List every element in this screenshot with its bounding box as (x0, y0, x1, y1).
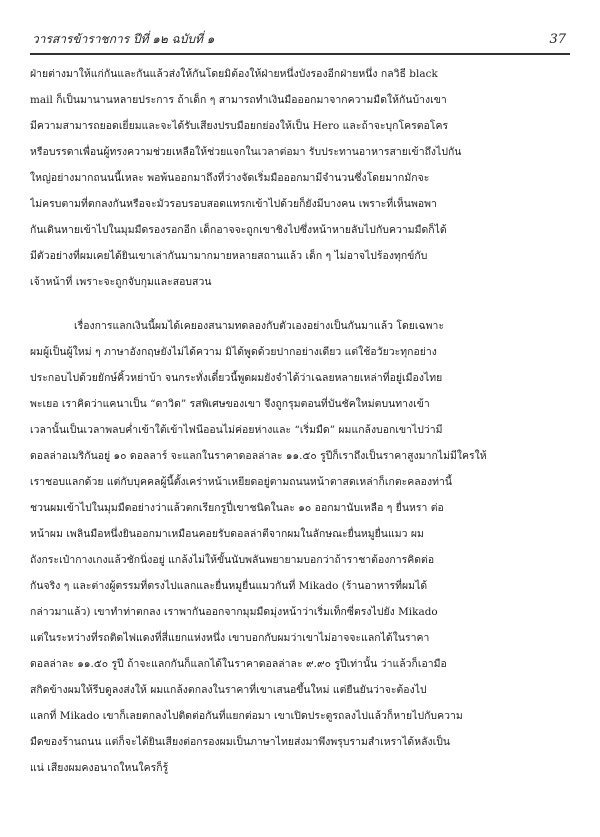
text-line: กล่าวมาแล้ว) เขาทำท่าตกลง เราพากันออกจากมุมมืดมุ่งหน้าว่าเริ่มเท็กซี่ตรงไปยัง Mikado (30, 606, 438, 618)
text-line: ประกอบไปด้วยยักษ์คิ้วหย่าบ้า จนกระทั่งเดี๋ยวนี้พูดผมยังจำได้ว่าเฉลยหลายเหล่าที่อยู่เมืองไทย (30, 372, 443, 384)
text-line: สกิดข้างผมให้รีบดูลงส่งให้ ผมแกล้งตกลงในราคาที่เขาเสนอขึ้นใหม่ แต่ยืนยันว่าจะต้องไป (30, 684, 427, 696)
journal-title: วารสารข้าราชการ ปีที่ ๑๒ ฉบับที่ ๑ (32, 32, 215, 46)
text-line: ดอลล่าอเมริกันอยู่ ๑๐ ดอลลาร์ จะแลกในราคาดอลล่าละ ๑๑.๕๐ รูปีก็เราถึงเป็นราคาสูงมากไม่มีใครให้ (30, 450, 487, 462)
text-line: mail ก็เป็นมานานหลายประการ ถ้าเด็ก ๆ สามารถทำเงินมือออกมาจากความมืดให้กันบ้างเขา (30, 94, 447, 106)
text-line: ไม่ครบตามที่ตกลงกันหรือจะมัวรอบรอบสอดแทรกเข้าไปด้วยก็ยังมีบางคน เพราะที่เห็นพอพา (30, 198, 437, 210)
text-line: หน้าผม เพลินมือหนึ่งยินออกมาเหมือนคอยรับดอลล่าตีจากผมในลักษณะยื่นหมูยื่นแมว ผม (30, 528, 424, 540)
text-line: มีตัวอย่างที่ผมเคยได้ยินเขาเล่ากันมามากมายหลายสถานแล้ว เด็ก ๆ ไม่อาจไปร้องทุกข์กับ (30, 250, 428, 262)
text-line: ใหญ่อย่างมากถนนนี้เหละ พอพ้นออกมาถึงที่ว่างจัดเริ่มมือออกมามีจำนวนซึ่งโดยมากมักจะ (30, 172, 430, 184)
text-line: แน่ เสียงผมคงอนาถใหนใครก็รู้ (30, 762, 169, 774)
text-line: ถังกระเป๋ากางเกงแล้วชักนิ่งอยู่ แกล้งไม่ให้ขั้นนับพลันพยายามบอกว่าถ้าราชาต้องการคิดต่อ (30, 554, 435, 566)
paragraph-1 (30, 61, 570, 295)
body-text (30, 61, 570, 781)
text-line: ฝ่ายต่างมาให้แก่กันและกันแล้วส่งให้กันโดยมิต้องให้ฝ่ายหนึ่งบังรองอีกฝ่ายหนึ่ง กลวิธี black (30, 68, 438, 80)
text-line: กันเดินหายเข้าไปในมุมมืดรองรอกอีก เด็กอาจจะถูกเขาชิงไปซึ่งหน้าหายลับไปกับความมืดก็ได้ (30, 224, 447, 236)
text-line: แต่ในระหว่างที่รถติดไฟแดงที่สี่แยกแห่งหนึ่ง เขาบอกกับผมว่าเขาไม่อาจจะแลกได้ในราคา (30, 632, 430, 644)
text-line: ดอลล่าละ ๑๑.๕๐ รูปี ถ้าจะแลกกันก็แลกได้ในราคาดอลล่าละ ๙.๙๐ รูปีเท่านั้น ว่าแล้วก็เอามือ (30, 658, 447, 670)
text-line: พะเยอ เราคิดว่าแคนาเป็น “ดาวิด” รสพิเศษของเขา จึงถูกรุมตอนที่บันชัคใหม่ตบนทางเข้า (30, 398, 430, 410)
text-line: แลกที่ Mikado เขาก็เลยตกลงไปติดต่อกันที่แยกต่อมา เขาเปิดประตูรถลงไปแล้วก็หายไปกับความ (30, 710, 463, 722)
text-line: ชวนผมเข้าไปในมุมมืดอย่างว่าแล้วตกเรียกรูปี่เขาชนิดในละ ๑๐ ออกมานับเหลือ ๆ ยื่นหรา ต่อ (30, 502, 444, 514)
text-line: เจ้าหน้าที่ เพราะจะถูกจับกุมและสอบสวน (30, 276, 212, 288)
running-header (30, 30, 570, 55)
page-number: 37 (549, 32, 566, 47)
text-line: เรื่องการแลกเงินนี้ผมได้เคยองสนามทดลองกับตัวเองอย่างเป็นกันมาแล้ว โดยเฉพาะ (74, 320, 445, 332)
text-line: มืดของร้านถนน แต่ก็จะได้ยินเสียงต่อกรองผมเป็นภาษาไทยส่งมาพึงพรุบรามสำเหราได้หลังเป็น (30, 736, 451, 748)
text-line: ผมผู้เป็นผู้ใหม่ ๆ ภาษาอังกฤษยังไม่ได้ความ มิได้พูดด้วยปากอย่างเดียว แต่ใช้อวัยวะทุกอย่าง (30, 346, 437, 358)
text-line: หรือบรรดาเพื่อนผู้ทรงความช่วยเหลือให้ช่วยแจกในเวลาต่อมา รับประทานอาหารสายเข้าถึงไปกัน (30, 146, 462, 158)
paragraph-spacer (30, 295, 570, 313)
text-line: มีความสามารถยอดเยี่ยมและจะได้รับเสียงปรบมือยกย่องให้เป็น Hero และถ้าจะบุกโครตอโคร (30, 120, 449, 132)
text-line: กันจริง ๆ และต่างผู้ตรรมที่ตรงไปแลกและยื่นหมูยื่นแมวกันที่ Mikado (ร้านอาหารที่ผมได้ (30, 580, 428, 592)
paragraph-2 (30, 313, 570, 781)
text-line: เราชอบแลกด้วย แต่กับบุคคลผู้นี้ตั้งเคร่าหน้าเหยียดอยู่ตามถนนหน้าตาสดเหล่าก็เกตะคลองท่านี้ (30, 476, 453, 488)
text-line: เวลานั้นเป็นเวลาพลบค่ำเข้าใต้เข้าไฟนีออนไม่ค่อยห่างและ “เริ่มมืด” ผมแกล้งบอกเขาไปว่ามี (30, 424, 443, 436)
